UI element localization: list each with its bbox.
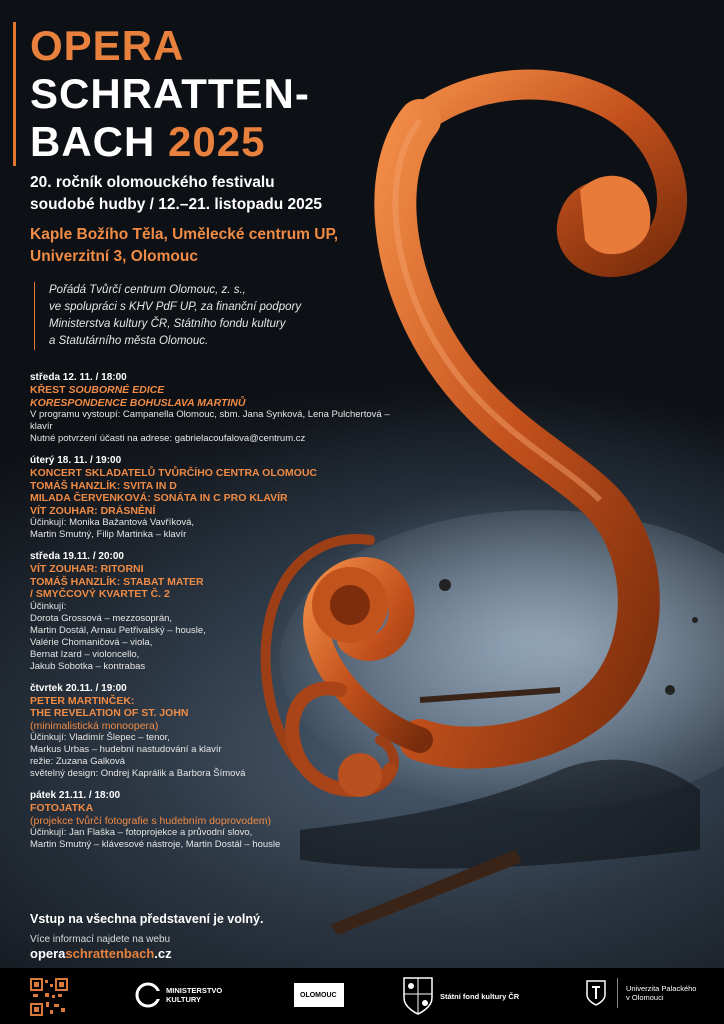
- event-date: čtvrtek 20.11. / 19:00: [30, 682, 127, 694]
- event-heading-part: KORESPONDENCE BOHUSLAVA MARTINŮ: [30, 396, 246, 409]
- organizer-line: ve spolupráci s KHV PdF UP, za finanční podpory: [49, 301, 302, 313]
- organizer-line: Ministerstva kultury ČR, Státního fondu kultury: [49, 318, 286, 330]
- event-heading: [30, 397, 410, 410]
- event-detail: Účinkují: Monika Bažantová Vavříková,: [30, 517, 195, 528]
- event-note: (minimalistická monoopera): [30, 719, 159, 732]
- title-line-2: SCHRATTEN-: [30, 70, 310, 117]
- event-date: úterý 18. 11. / 19:00: [30, 455, 122, 466]
- event-item: [30, 372, 410, 445]
- website-link[interactable]: [30, 946, 172, 961]
- festival-subtitle: [30, 172, 410, 216]
- organizer-note: [34, 282, 410, 350]
- event-detail: Martin Smutný – klávesové nástroje, Martin Dostál – housle: [30, 839, 281, 850]
- event-item: [30, 683, 410, 781]
- title-line-3: [30, 118, 410, 166]
- text-column: [30, 22, 410, 861]
- event-heading: [30, 384, 410, 397]
- event-heading: MILADA ČERVENKOVÁ: SONÁTA IN C PRO KLAVÍR: [30, 492, 288, 504]
- event-heading: / SMYČCOVÝ KVARTET Č. 2: [30, 588, 170, 600]
- venue-line-2: Univerzitní 3, Olomouc: [30, 248, 198, 265]
- venue-line-1: Kaple Božího Těla, Umělecké centrum UP,: [30, 226, 339, 243]
- upol-logo-icon: [585, 979, 607, 1007]
- event-detail: Jakub Sobotka – kontrabas: [30, 660, 146, 672]
- event-heading: TOMÁŠ HANZLÍK: SVITA IN D: [30, 479, 177, 492]
- sponsor-footer: [0, 968, 724, 1024]
- event-date: středa 19.11. / 20:00: [30, 551, 124, 562]
- more-info-note: Více informací najdete na webu: [30, 934, 171, 945]
- upol-divider: [617, 978, 618, 1008]
- event-detail: Bernat Izard – violoncello,: [30, 648, 140, 660]
- event-list: [30, 372, 410, 851]
- subtitle-line-1: 20. ročník olomouckého festivalu: [30, 174, 275, 191]
- title-bach: BACH: [30, 118, 156, 165]
- upol-logo[interactable]: [585, 978, 696, 1008]
- festival-title: [13, 22, 410, 166]
- olomouc-label: OLOMOUC: [300, 991, 337, 999]
- event-heading: THE REVELATION OF ST. JOHN: [30, 707, 189, 719]
- upol-label-line: v Olomouci: [626, 993, 664, 1002]
- coat-of-arms-icon: [402, 976, 434, 1016]
- event-detail: Nutné potvrzení účasti na adrese: gabrielacoufalova@centrum.cz: [30, 433, 306, 444]
- ministry-logo[interactable]: [135, 982, 222, 1008]
- subtitle-line-2: soudobé hudby / 12.–21. listopadu 2025: [30, 196, 322, 213]
- event-heading-part: KŘEST: [30, 384, 69, 396]
- web-part: schrattenbach: [65, 946, 155, 961]
- venue: [30, 224, 410, 268]
- qr-code-graphic: [30, 978, 68, 1016]
- ministry-label-line: MINISTERSTVO: [166, 986, 223, 995]
- event-date: středa 12. 11. / 18:00: [30, 372, 127, 383]
- upol-label: [626, 984, 696, 1002]
- state-fund-logo[interactable]: [402, 976, 519, 1016]
- event-heading: FOTOJATKA: [30, 802, 94, 814]
- event-detail: Martin Dostál, Arnau Petřivalský – housle,: [30, 624, 206, 636]
- event-detail: Valérie Chomaničová – viola,: [30, 636, 153, 648]
- qr-code-icon[interactable]: [30, 978, 68, 1016]
- event-detail: světelný design: Ondrej Kaprálik a Barbora Šímová: [30, 768, 246, 779]
- event-item: [30, 551, 410, 673]
- event-heading: VÍT ZOUHAR: DRÁSNĚNÍ: [30, 504, 156, 517]
- ministry-logo-icon: [135, 982, 161, 1008]
- event-heading: VÍT ZOUHAR: RITORNI: [30, 563, 144, 575]
- ministry-label: [166, 986, 222, 1004]
- event-detail: V programu vystoupí: Campanella Olomouc, sbm. Jana Synková, Lena Pulchertová – klavír: [30, 409, 390, 432]
- organizer-line: a Statutárního města Olomouc.: [49, 335, 209, 347]
- web-part: opera: [30, 946, 66, 961]
- event-note: (projekce tvůrčí fotografie s hudebním doprovodem): [30, 814, 272, 827]
- organizer-line: Pořádá Tvůrčí centrum Olomouc, z. s.,: [49, 284, 246, 296]
- event-date: pátek 21.11. / 18:00: [30, 790, 121, 801]
- event-detail: Účinkují:: [30, 600, 67, 612]
- event-item: [30, 455, 410, 541]
- olomouc-logo-mark: [284, 983, 294, 1007]
- event-heading: TOMÁŠ HANZLÍK: STABAT MATER: [30, 575, 204, 588]
- title-year: 2025: [168, 118, 266, 165]
- web-part: .cz: [154, 946, 172, 961]
- event-heading: PETER MARTINČEK:: [30, 694, 135, 707]
- title-line-1: OPERA: [30, 22, 185, 69]
- event-detail: Markus Urbas – hudební nastudování a klavír: [30, 744, 222, 755]
- olomouc-logo-icon: [284, 983, 344, 1007]
- event-detail: Dorota Grossová – mezzosoprán,: [30, 612, 173, 624]
- event-heading: KONCERT SKLADATELŮ TVŮRČÍHO CENTRA OLOMOUC: [30, 467, 317, 479]
- state-fund-label: Státní fond kultury ČR: [440, 991, 520, 1001]
- olomouc-logo[interactable]: [284, 983, 344, 1007]
- upol-label-line: Univerzita Palackého: [626, 984, 697, 993]
- event-item: [30, 790, 410, 851]
- event-detail: Účinkují: Jan Flaška – fotoprojekce a průvodní slovo,: [30, 827, 253, 838]
- event-detail: režie: Zuzana Galková: [30, 756, 126, 767]
- ministry-label-line: KULTURY: [166, 995, 201, 1004]
- event-detail: Účinkují: Vladimír Šlepec – tenor,: [30, 732, 170, 743]
- event-heading-part: SOUBORNÉ EDICE: [68, 384, 165, 396]
- free-entry-note: Vstup na všechna představení je volný.: [30, 912, 264, 926]
- event-detail: Martin Smutný, Filip Martinka – klavír: [30, 529, 187, 540]
